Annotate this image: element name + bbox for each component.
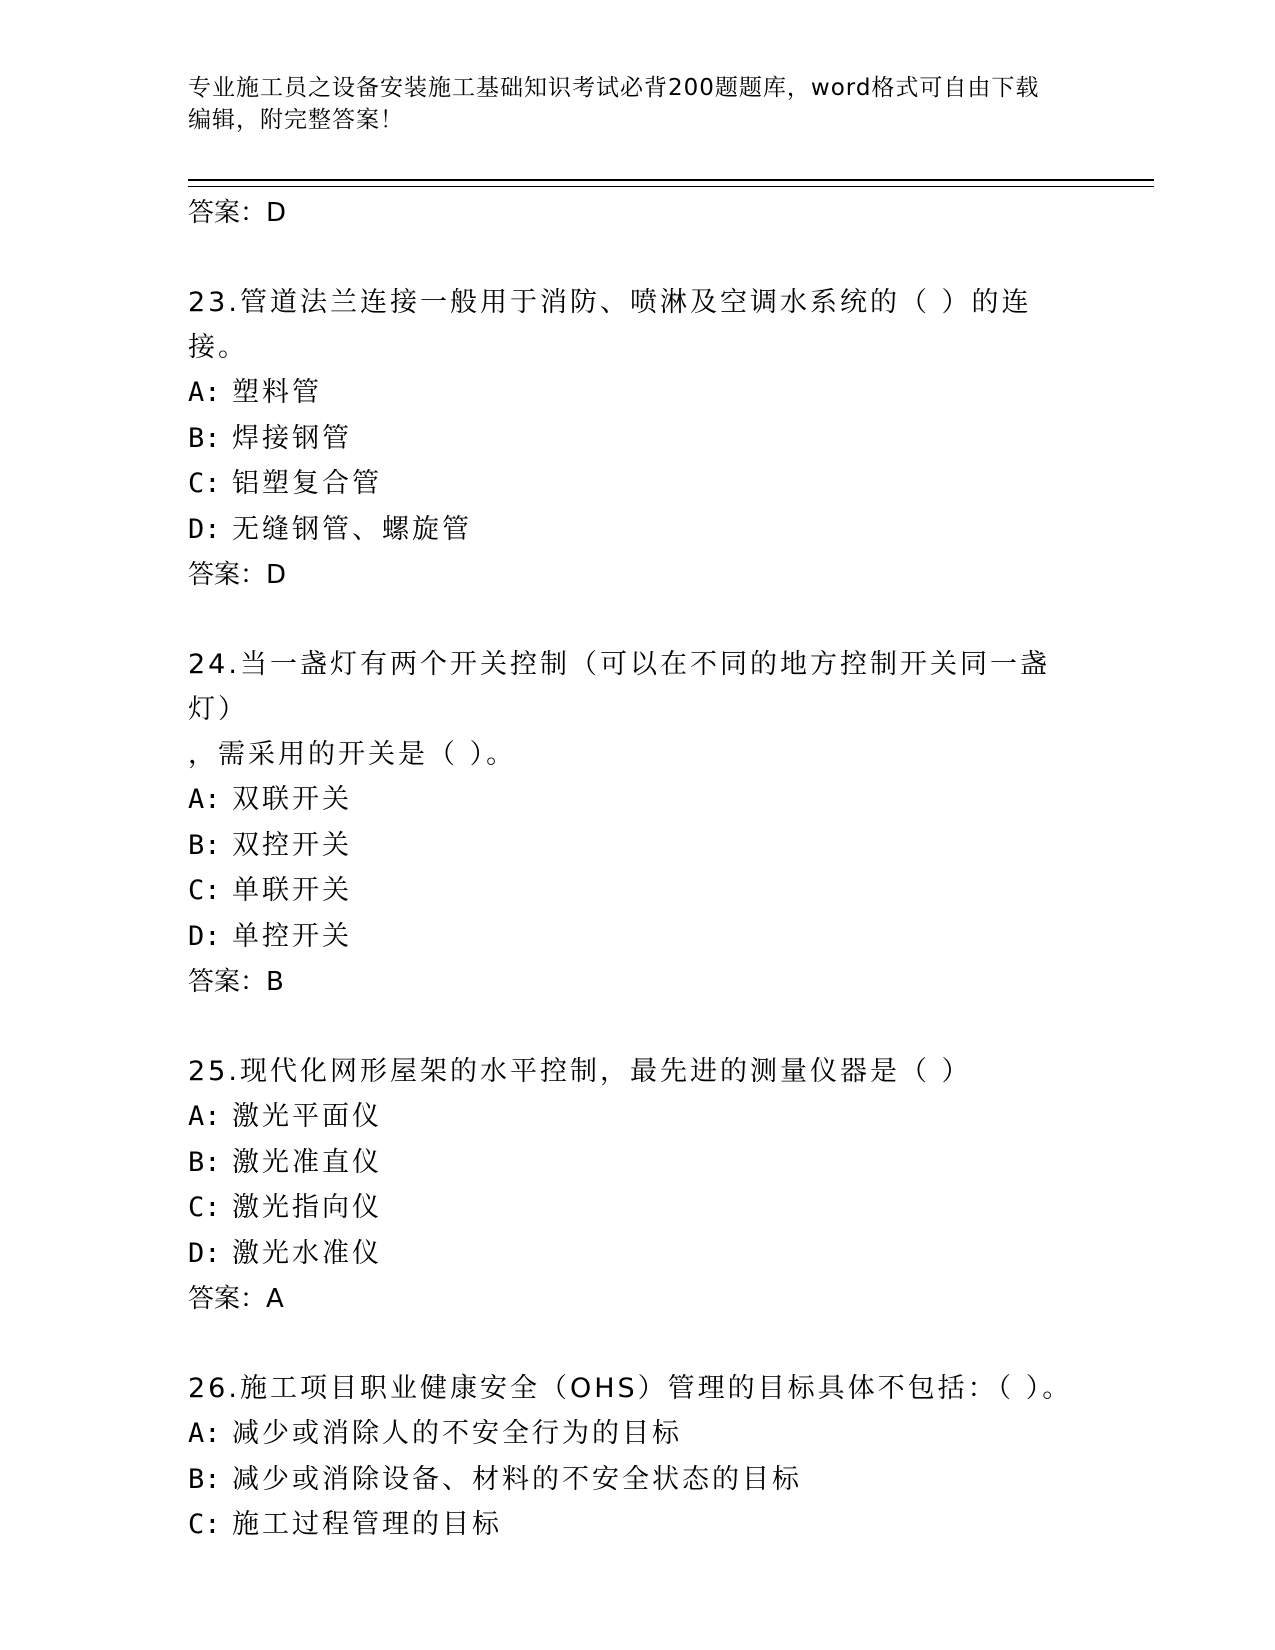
answer-text: 答案：A	[188, 1284, 284, 1314]
option-text: 减少或消除设备、材料的不安全状态的目标	[232, 1463, 802, 1495]
option-label: A:	[188, 784, 221, 815]
option-label: A:	[188, 377, 221, 408]
question-text-continued: ，需采用的开关是（ ）。	[188, 739, 517, 770]
option-label: C:	[188, 1509, 221, 1540]
option-b	[188, 1457, 1088, 1503]
option-text: 激光平面仪	[232, 1101, 382, 1132]
option-text: 双控开关	[232, 829, 352, 861]
question-text: 23.管道法兰连接一般用于消防、喷淋及空调水系统的（ ）的连接。	[188, 287, 1032, 363]
option-text: 铝塑复合管	[232, 468, 382, 499]
option-label: D:	[188, 513, 221, 545]
question-23	[188, 280, 1088, 598]
header-divider	[188, 179, 1154, 187]
option-text: 减少或消除人的不安全行为的目标	[232, 1418, 682, 1449]
header-title-line2: 编辑，附完整答案！	[188, 107, 404, 133]
option-b	[188, 416, 1088, 462]
option-label: A:	[188, 1418, 221, 1449]
option-b	[188, 1140, 1088, 1186]
question-24	[188, 642, 1088, 1005]
option-label: B:	[188, 422, 221, 454]
option-a	[188, 1094, 1088, 1140]
option-text: 单控开关	[232, 920, 352, 952]
option-label: D:	[188, 1237, 221, 1269]
document-content	[188, 190, 1088, 1592]
option-label: B:	[188, 1146, 221, 1178]
question-text: 26.施工项目职业健康安全（OHS）管理的目标具体不包括：（ ）。	[188, 1373, 1073, 1404]
option-text: 施工过程管理的目标	[232, 1509, 502, 1540]
option-text: 塑料管	[232, 377, 322, 408]
option-text: 激光准直仪	[232, 1146, 382, 1178]
answer-text: 答案：B	[188, 967, 284, 997]
answer-text: 答案：D	[188, 198, 287, 228]
option-d	[188, 507, 1088, 553]
option-c	[188, 461, 1088, 507]
option-a	[188, 777, 1088, 823]
option-label: B:	[188, 829, 221, 861]
option-label: D:	[188, 920, 221, 952]
answer-text: 答案：D	[188, 560, 287, 590]
option-b	[188, 823, 1088, 869]
option-c	[188, 1185, 1088, 1231]
option-text: 单联开关	[232, 875, 352, 906]
option-text: 激光水准仪	[232, 1237, 382, 1269]
option-label: C:	[188, 468, 221, 499]
option-text: 焊接钢管	[232, 422, 352, 454]
option-label: C:	[188, 875, 221, 906]
page-header	[188, 72, 1088, 136]
question-text: 25.现代化网形屋架的水平控制，最先进的测量仪器是（ ）	[188, 1056, 972, 1087]
option-c	[188, 1502, 1088, 1548]
option-a	[188, 1411, 1088, 1457]
option-text: 激光指向仪	[232, 1192, 382, 1223]
option-d	[188, 914, 1088, 960]
option-d	[188, 1231, 1088, 1277]
option-c	[188, 868, 1088, 914]
question-25	[188, 1049, 1088, 1322]
header-title-line1: 专业施工员之设备安装施工基础知识考试必背200题题库，word格式可自由下载	[188, 75, 1040, 101]
option-label: C:	[188, 1192, 221, 1223]
option-a	[188, 370, 1088, 416]
option-label: B:	[188, 1463, 221, 1495]
question-text: 24.当一盏灯有两个开关控制（可以在不同的地方控制开关同一盏灯）	[188, 649, 1050, 725]
option-text: 无缝钢管、螺旋管	[232, 513, 472, 545]
option-text: 双联开关	[232, 784, 352, 815]
option-label: A:	[188, 1101, 221, 1132]
question-26	[188, 1366, 1088, 1548]
